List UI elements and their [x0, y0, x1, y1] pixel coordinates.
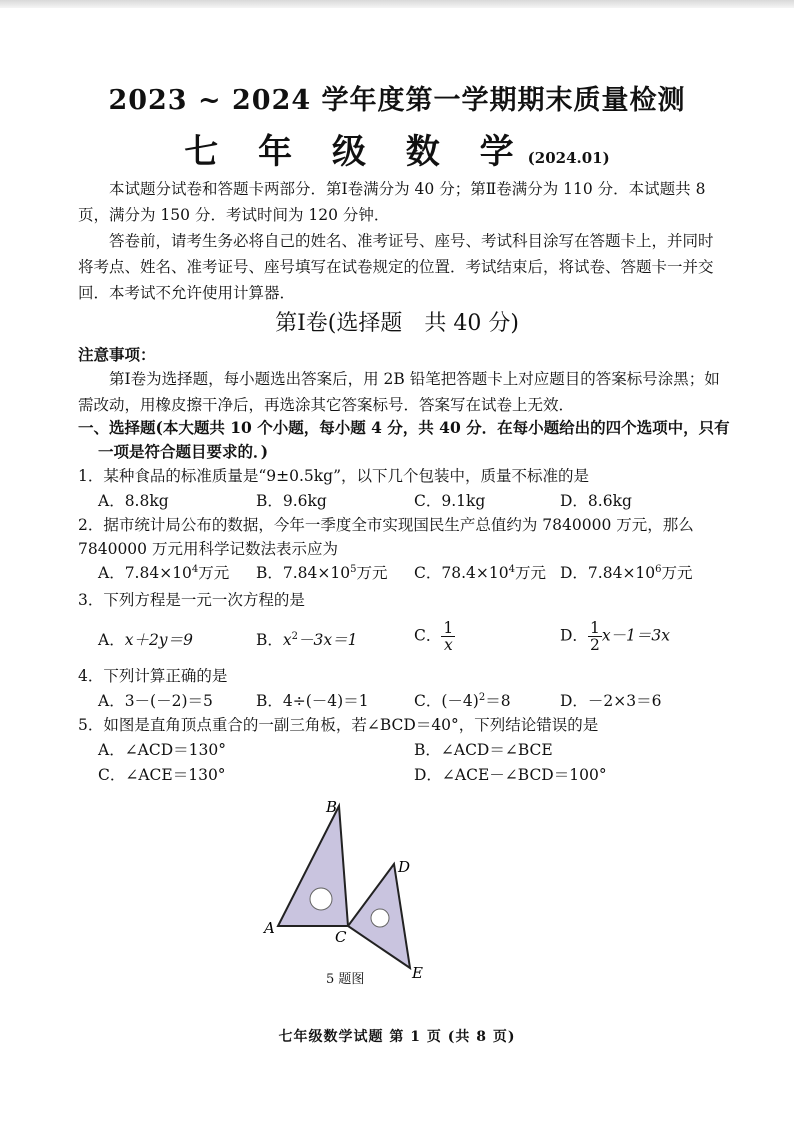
q5-option-a: A．∠ACD＝130°: [98, 741, 226, 759]
exam-title: 2023 ~ 2024 学年度第一学期期末质量检测: [108, 85, 686, 116]
point-d-label: D: [398, 858, 411, 876]
part-title: 一、选择题(本大题共 10 个小题，每小题 4 分，共 40 分．在每小题给出的四个选项中，只有: [78, 418, 730, 437]
q5-option-c: C．∠ACE＝130°: [98, 766, 226, 784]
triangle-abc: [278, 806, 348, 926]
q3-option-c: C． $\frac{1}{x}$: [414, 619, 454, 654]
q2-option-b: B．$7.84\times 10^5$万元: [256, 563, 388, 582]
page-footer: 七年级数学试题 第 1 页 (共 8 页): [278, 1029, 516, 1045]
q4-option-d: D．－2×3＝6: [560, 692, 662, 710]
notice-title: 注意事项：: [78, 345, 156, 364]
q2-option-d: D．$7.84\times 10^6$万元: [560, 563, 693, 582]
q3-stem: 3．下列方程是一元一次方程的是: [78, 591, 305, 609]
intro-paragraph-1: 本试题分试卷和答题卡两部分．第Ⅰ卷满分为 40 分；第Ⅱ卷满分为 110 分．本试题共 8 页，满分为 150 分．考试时间为 120 分钟．: [78, 180, 706, 224]
part-title-cont: 一项是符合题目要求的．): [98, 442, 269, 461]
q3-d-fraction: $\frac{1}{2}$: [589, 619, 600, 654]
subject-title: [0, 124, 794, 173]
q1-stem: 1．某种食品的标准质量是“9±0.5kg”，以下几个包装中，质量不标准的是: [78, 467, 590, 485]
q4-option-b: B．4÷(－4)＝1: [256, 692, 369, 710]
q3-option-a: A．x＋2y＝9: [98, 631, 193, 649]
q4-option-c: C．$(-4)^2=8$: [414, 691, 511, 710]
q5-option-b: B．∠ACD＝∠BCE: [414, 741, 553, 759]
q2-option-c: C．$78.4\times 10^4$万元: [414, 563, 546, 582]
figure-caption: 5 题图: [326, 972, 365, 987]
point-c-label: C: [335, 928, 347, 946]
q2-stem-line1: 2．据市统计局公布的数据，今年一季度全市实现国民生产总值约为 7840000 万元，那么: [78, 516, 694, 534]
triangle-abc-hole: [310, 888, 332, 910]
triangle-figure: [250, 790, 450, 990]
intro-paragraph-2: 答卷前，请考生务必将自己的姓名、准考证号、座号、考试科目涂写在答题卡上，并同时将考点、姓名、准考证号、座号填写在试卷规定的位置．考试结束后，将试卷、答题卡一并交回．本考试不允许使用计算器．: [78, 232, 714, 302]
section-title: 第Ⅰ卷(选择题 共 40 分): [275, 311, 519, 336]
q5-option-d: D．∠ACE－∠BCD＝100°: [414, 766, 607, 784]
q5-stem: 5．如图是直角顶点重合的一副三角板，若∠BCD＝40°，下列结论错误的是: [78, 716, 599, 734]
q1-option-a: A．8.8kg: [98, 492, 169, 510]
notice-body: 第Ⅰ卷为选择题，每小题选出答案后，用 2B 铅笔把答题卡上对应题目的答案标号涂黑；如需改动，用橡皮擦干净后，再选涂其它答案标号．答案写在试卷上无效．: [78, 370, 720, 414]
q2-stem-line2: 7840000 万元用科学记数法表示应为: [78, 540, 338, 558]
point-e-label: E: [412, 964, 423, 982]
subject-name: 七 年 级 数 学: [184, 132, 528, 172]
q3-option-d: D． $\frac{1}{2}$ x－1＝3x: [560, 619, 671, 654]
exam-date: (2024.01): [527, 149, 610, 167]
q4-stem: 4．下列计算正确的是: [78, 667, 228, 685]
q3-c-fraction: $\frac{1}{x}$: [443, 619, 454, 654]
triangle-cde-hole: [371, 909, 389, 927]
q1-option-b: B．9.6kg: [256, 492, 327, 510]
q4-option-a: A．3－(－2)＝5: [98, 692, 213, 710]
scan-top-edge: [0, 0, 794, 8]
q1-option-d: D．8.6kg: [560, 492, 632, 510]
point-b-label: B: [326, 798, 338, 816]
q3-option-b: B．$x^2-3x=1$: [256, 630, 358, 649]
point-a-label: A: [264, 919, 275, 937]
q1-option-c: C．9.1kg: [414, 492, 486, 510]
q2-option-a: A．$7.84\times 10^4$万元: [98, 563, 230, 582]
